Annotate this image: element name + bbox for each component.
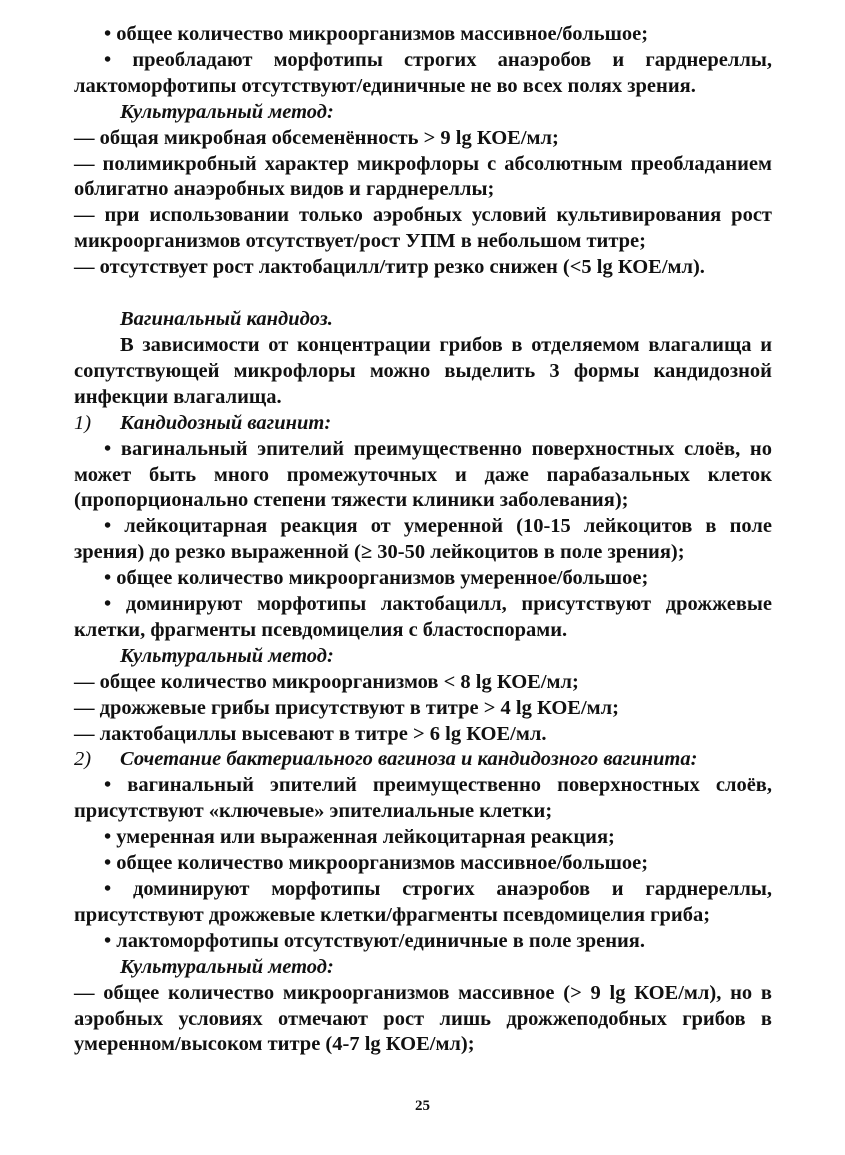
dash-item: — отсутствует рост лактобацилл/титр резко снижен (<5 lg КОЕ/мл). [74,256,705,279]
section-subheading: Культуральный метод: [120,955,334,978]
section-subheading: Культуральный метод: [120,644,334,667]
section-heading: Вагинальный кандидоз. [120,308,333,331]
bullet-item: • вагинальный эпителий преимущественно поверхностных слоёв, присутствуют «ключевые» эпителиальные клетки; [74,774,772,823]
dash-item: — общая микробная обсеменённость > 9 lg КОЕ/мл; [74,126,559,149]
bullet-item: • общее количество микроорганизмов массивное/большое; [104,23,649,45]
spacer [74,281,772,307]
dash-item: — полимикробный характер микрофлоры с абсолютным преобладанием облигатно анаэробных видов и гарднереллы; [74,152,772,201]
list-number: 2) [74,748,92,771]
bullet-item: • общее количество микроорганизмов массивное/большое; [104,852,649,875]
numbered-heading-text: Кандидозный вагинит: [120,411,332,434]
dash-item: — при использовании только аэробных условий культивирования рост микроорганизмов отсутствует/рост УПМ в небольшом титре; [74,204,772,253]
bullet-item: • лактоморфотипы отсутствуют/единичные в поле зрения. [104,929,646,952]
dash-item: — дрожжевые грибы присутствуют в титре > 4 lg КОЕ/мл; [74,696,619,719]
dash-item: — общее количество микроорганизмов массивное (> 9 lg КОЕ/мл), но в аэробных условиях отмечают рост лишь дрожжеподобных грибов в умеренном/высоком титре (4-7 lg КОЕ/мл); [74,981,772,1056]
paragraph: В зависимости от концентрации грибов в отделяемом влагалища и сопутствующей микрофлоры можно выделить 3 формы кандидозной инфекции влагалища. [74,333,772,408]
section-subheading: Культуральный метод: [120,100,334,123]
list-number: 1) [74,411,92,434]
body-text [74,22,772,1058]
numbered-heading-text: Сочетание бактериального вагиноза и кандидозного вагинита: [120,748,698,771]
bullet-item: • преобладают морфотипы строгих анаэробов и гарднереллы, лактоморфотипы отсутствуют/единичные не во всех полях зрения. [74,48,772,97]
numbered-heading [74,747,772,773]
bullet-item: • доминируют морфотипы строгих анаэробов и гарднереллы, присутствуют дрожжевые клетки/фрагменты псевдомицелия гриба; [74,878,772,926]
dash-item: — общее количество микроорганизмов < 8 lg КОЕ/мл; [74,670,579,693]
bullet-item: • общее количество микроорганизмов умеренное/большое; [104,567,649,590]
dash-item: — лактобациллы высевают в титре > 6 lg КОЕ/мл. [74,722,547,745]
bullet-item: • лейкоцитарная реакция от умеренной (10-15 лейкоцитов в поле зрения) до резко выраженной (≥ 30-50 лейкоцитов в поле зрения); [74,515,772,564]
bullet-item: • умеренная или выраженная лейкоцитарная реакция; [104,826,615,849]
page-number: 25 [415,1098,430,1114]
numbered-heading [74,411,772,437]
bullet-item: • вагинальный эпителий преимущественно поверхностных слоёв, но может быть много промежуточных и даже парабазальных клеток (пропорционально степени тяжести клиники заболевания); [74,437,772,512]
bullet-item: • доминируют морфотипы лактобацилл, присутствуют дрожжевые клетки, фрагменты псевдомицелия с бластоспорами. [74,593,772,641]
